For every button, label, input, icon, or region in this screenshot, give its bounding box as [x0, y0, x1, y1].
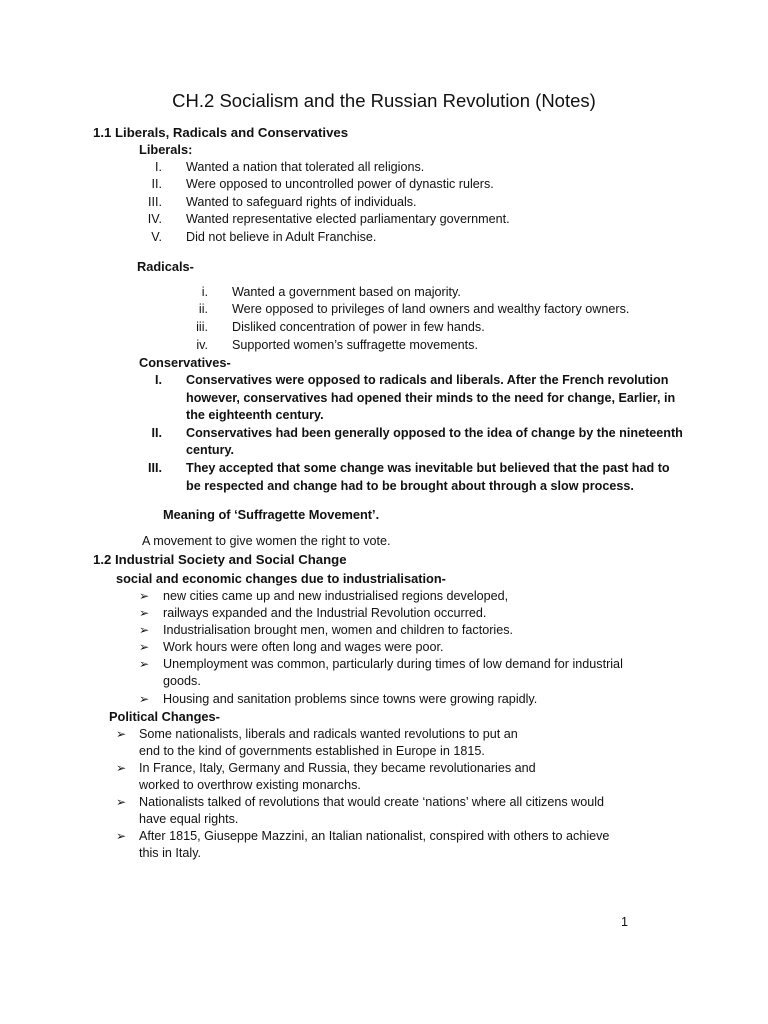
list-number: I.: [155, 160, 162, 174]
list-item-line: this in Italy.: [139, 846, 202, 860]
section-heading-1-2: 1.2 Industrial Society and Social Change: [93, 552, 347, 567]
list-item: Were opposed to privileges of land owners and wealthy factory owners.: [232, 302, 630, 316]
list-item-line: After 1815, Giuseppe Mazzini, an Italian nationalist, conspired with others to achieve: [139, 829, 610, 843]
list-item-line: Housing and sanitation problems since towns were growing rapidly.: [163, 692, 538, 706]
list-item-line: end to the kind of governments established in Europe in 1815.: [139, 744, 485, 758]
list-number: V.: [151, 230, 162, 244]
list-item: Wanted a nation that tolerated all religions.: [186, 160, 425, 174]
section-heading-1-1: 1.1 Liberals, Radicals and Conservatives: [93, 125, 349, 140]
political-label: Political Changes-: [109, 709, 220, 724]
list-number: iv.: [196, 338, 208, 352]
list-item: Wanted representative elected parliamentary government.: [186, 212, 510, 226]
list-item-line: They accepted that some change was inevitable but believed that the past had to: [186, 461, 670, 475]
list-number: I.: [155, 373, 162, 387]
page-title: CH.2 Socialism and the Russian Revolution (Notes): [172, 90, 596, 111]
list-item-line: be respected and change had to be brought about through a slow process.: [186, 479, 634, 493]
list-item: Supported women’s suffragette movements.: [232, 338, 478, 352]
list-item-line: new cities came up and new industrialised regions developed,: [163, 589, 509, 603]
list-item: Wanted a government based on majority.: [232, 285, 461, 299]
list-number: ii.: [198, 302, 208, 316]
list-number: iii.: [196, 320, 208, 334]
arrow-bullet-icon: ➢: [139, 692, 150, 706]
arrow-bullet-icon: ➢: [139, 640, 150, 654]
list-item-line: Unemployment was common, particularly during times of low demand for industrial: [163, 657, 623, 671]
arrow-bullet-icon: ➢: [116, 795, 127, 809]
list-item: Wanted to safeguard rights of individuals.: [186, 195, 417, 209]
list-item-line: railways expanded and the Industrial Revolution occurred.: [163, 606, 487, 620]
arrow-bullet-icon: ➢: [139, 589, 150, 603]
list-item-line: however, conservatives had opened their minds to the need for change, Earlier, in: [186, 391, 676, 405]
list-item: Disliked concentration of power in few hands.: [232, 320, 485, 334]
arrow-bullet-icon: ➢: [116, 829, 127, 843]
list-number: III.: [148, 195, 162, 209]
radicals-label: Radicals-: [137, 259, 194, 274]
liberals-label: Liberals:: [139, 142, 193, 157]
list-item-line: the eighteenth century.: [186, 408, 324, 422]
list-item-line: century.: [186, 443, 235, 457]
list-item-line: Conservatives had been generally opposed to the idea of change by the nineteenth: [186, 426, 683, 440]
list-item: Did not believe in Adult Franchise.: [186, 230, 377, 244]
list-number: II.: [151, 177, 162, 191]
list-item: Were opposed to uncontrolled power of dynastic rulers.: [186, 177, 494, 191]
list-item-line: Conservatives were opposed to radicals and liberals. After the French revolution: [186, 373, 669, 387]
list-item-line: Some nationalists, liberals and radicals wanted revolutions to put an: [139, 727, 518, 741]
arrow-bullet-icon: ➢: [139, 657, 150, 671]
list-item-line: have equal rights.: [139, 812, 239, 826]
list-item-line: goods.: [163, 674, 201, 688]
arrow-bullet-icon: ➢: [116, 761, 127, 775]
list-item-line: Work hours were often long and wages were poor.: [163, 640, 444, 654]
list-number: i.: [201, 285, 208, 299]
list-item-line: In France, Italy, Germany and Russia, they became revolutionaries and: [139, 761, 536, 775]
arrow-bullet-icon: ➢: [139, 623, 150, 637]
list-number: II.: [151, 426, 162, 440]
list-number: IV.: [147, 212, 162, 226]
suffragette-definition: A movement to give women the right to vote.: [142, 534, 391, 548]
arrow-bullet-icon: ➢: [116, 727, 127, 741]
list-item-line: Nationalists talked of revolutions that would create ‘nations’ where all citizens would: [139, 795, 605, 809]
arrow-bullet-icon: ➢: [139, 606, 150, 620]
changes-label: social and economic changes due to industrialisation-: [116, 571, 446, 586]
page-number: 1: [621, 915, 629, 929]
list-item-line: worked to overthrow existing monarchs.: [139, 778, 361, 792]
list-item-line: Industrialisation brought men, women and children to factories.: [163, 623, 514, 637]
suffragette-label: Meaning of ‘Suffragette Movement’.: [163, 507, 380, 522]
conservatives-label: Conservatives-: [139, 355, 231, 370]
list-number: III.: [148, 461, 162, 475]
